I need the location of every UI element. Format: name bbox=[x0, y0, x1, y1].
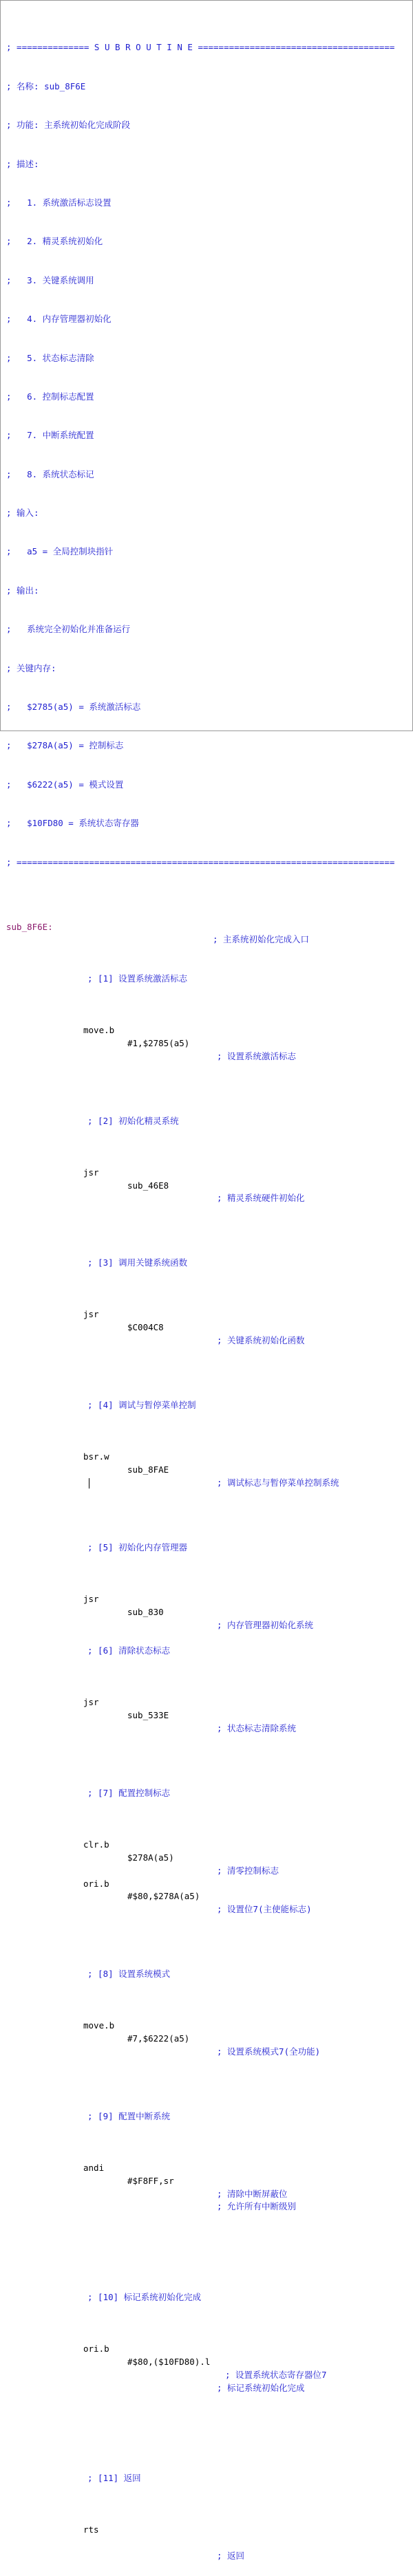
code-line[interactable] bbox=[6, 2188, 394, 2212]
line-comment: ; 设置系统状态寄存器位7 bbox=[225, 2369, 327, 2380]
instruction: rts bbox=[83, 2524, 99, 2535]
line-comment: ; 返回 bbox=[217, 2550, 245, 2561]
block-comment: ; [1] 设置系统激活标志 bbox=[87, 973, 188, 984]
separator-bottom: ; ========================================================================= bbox=[6, 856, 395, 867]
instruction: jsr bbox=[83, 1167, 99, 1178]
block-comment-line bbox=[6, 1399, 394, 1412]
code-listing bbox=[6, 3, 394, 2563]
header-desc-item: ; 7. 中断系统配置 bbox=[6, 430, 94, 441]
header-mem-title: ; 关键内存: bbox=[6, 662, 56, 673]
code-line[interactable] bbox=[6, 1826, 394, 1876]
block-comment: ; [9] 配置中断系统 bbox=[87, 2110, 171, 2121]
line-comment: ; 清除中断屏蔽位 bbox=[217, 2188, 288, 2199]
code-line[interactable] bbox=[6, 2007, 394, 2057]
label-comment: ; 主系统初始化完成入口 bbox=[213, 934, 310, 945]
operand: #$F8FF,sr bbox=[127, 2175, 174, 2186]
operand: sub_533E bbox=[127, 1710, 169, 1721]
blank-line bbox=[6, 2407, 394, 2421]
header-desc-item: ; 8. 系统状态标记 bbox=[6, 468, 94, 479]
block-comment-line bbox=[6, 1115, 394, 1128]
block-comment-line bbox=[6, 1787, 394, 1800]
line-comment: ; 清零控制标志 bbox=[217, 1865, 279, 1876]
code-line[interactable] bbox=[6, 2511, 394, 2561]
operand: #$80,$278A(a5) bbox=[127, 1891, 200, 1902]
blank-line bbox=[6, 2227, 394, 2240]
operand: sub_830 bbox=[127, 1606, 164, 1617]
header-desc-item: ; 3. 关键系统调用 bbox=[6, 274, 94, 285]
line-comment: ; 标记系统初始化完成 bbox=[217, 2382, 305, 2393]
instruction: bsr.w bbox=[83, 1451, 109, 1462]
code-line[interactable] bbox=[6, 1684, 394, 1733]
code-line[interactable] bbox=[6, 1296, 394, 1346]
instruction: ori.b bbox=[83, 2344, 109, 2355]
operand: #1,$2785(a5) bbox=[127, 1037, 190, 1048]
code-line[interactable] bbox=[6, 1580, 394, 1630]
code-line[interactable] bbox=[6, 1438, 394, 1488]
block-comment: ; [6] 清除状态标志 bbox=[87, 1645, 171, 1656]
block-comment: ; [2] 初始化精灵系统 bbox=[87, 1115, 179, 1126]
code-line[interactable] bbox=[6, 2330, 394, 2380]
instruction: clr.b bbox=[83, 1839, 109, 1850]
block-comment: ; [10] 标记系统初始化完成 bbox=[87, 2292, 202, 2303]
instruction: andi bbox=[83, 2163, 105, 2174]
header-output-item: ; 系统完全初始化并准备运行 bbox=[6, 624, 131, 635]
header-input-item: ; a5 = 全局控制块指针 bbox=[6, 546, 114, 557]
block-comment-line bbox=[6, 2472, 394, 2485]
block-comment-line bbox=[6, 1541, 394, 1555]
instruction: jsr bbox=[83, 1309, 99, 1320]
subroutine-label[interactable]: sub_8F6E: bbox=[6, 921, 53, 932]
operand: sub_8FAE bbox=[127, 1464, 169, 1475]
line-comment: ; 设置系统模式7(全功能) bbox=[217, 2046, 321, 2057]
header-mem-item: ; $278A(a5) = 控制标志 bbox=[6, 740, 124, 751]
line-comment: ; 调试标志与暂停菜单控制系统 bbox=[217, 1477, 339, 1488]
header-desc-title: ; 描述: bbox=[6, 158, 39, 169]
block-comment: ; [4] 调试与暂停菜单控制 bbox=[87, 1400, 196, 1411]
header-desc-item: ; 6. 控制标志配置 bbox=[6, 391, 94, 402]
header-mem-item: ; $10FD80 = 系统状态寄存器 bbox=[6, 818, 139, 829]
block-comment: ; [3] 调用关键系统函数 bbox=[87, 1257, 188, 1268]
line-comment: ; 设置系统激活标志 bbox=[217, 1050, 297, 1061]
header-desc-item: ; 1. 系统激活标志设置 bbox=[6, 197, 112, 208]
block-comment-line bbox=[6, 1645, 394, 1658]
code-line[interactable] bbox=[6, 2369, 394, 2393]
blank-line bbox=[6, 1192, 394, 1205]
operand: sub_46E8 bbox=[127, 1180, 169, 1191]
instruction: jsr bbox=[83, 1697, 99, 1708]
blank-line bbox=[6, 1903, 394, 1916]
block-comment-line bbox=[6, 2110, 394, 2123]
instruction: move.b bbox=[83, 1024, 115, 1035]
operand: $C004C8 bbox=[127, 1322, 164, 1333]
code-line[interactable] bbox=[6, 1011, 394, 1061]
line-comment: ; 设置位7(主使能标志) bbox=[217, 1904, 312, 1915]
block-comment-line bbox=[6, 1257, 394, 1270]
line-comment: ; 允许所有中断级别 bbox=[217, 2201, 297, 2212]
blank-line bbox=[6, 1722, 394, 1735]
blank-line bbox=[6, 1050, 394, 1063]
cursor-line[interactable] bbox=[6, 1477, 394, 1490]
header-desc-item: ; 5. 状态标志清除 bbox=[6, 352, 94, 363]
operand: #$80,($10FD80).l bbox=[127, 2357, 211, 2368]
header-desc-item: ; 2. 精灵系统初始化 bbox=[6, 236, 103, 247]
label-line[interactable] bbox=[6, 908, 394, 945]
code-line[interactable] bbox=[6, 2149, 394, 2199]
header-name: ; 名称: sub_8F6E bbox=[6, 80, 86, 91]
block-comment-line bbox=[6, 2291, 394, 2304]
header-input-title: ; 输入: bbox=[6, 508, 39, 519]
block-comment: ; [7] 配置控制标志 bbox=[87, 1787, 171, 1798]
header-function: ; 功能: 主系统初始化完成阶段 bbox=[6, 120, 131, 131]
blank-line bbox=[6, 2046, 394, 2059]
line-comment: ; 关键系统初始化函数 bbox=[217, 1335, 305, 1346]
instruction: jsr bbox=[83, 1594, 99, 1605]
block-comment: ; [11] 返回 bbox=[87, 2473, 141, 2484]
header-mem-item: ; $2785(a5) = 系统激活标志 bbox=[6, 702, 141, 713]
instruction: ori.b bbox=[83, 1878, 109, 1889]
block-comment: ; [5] 初始化内存管理器 bbox=[87, 1541, 188, 1552]
block-comment-line bbox=[6, 1968, 394, 1981]
header-output-title: ; 输出: bbox=[6, 585, 39, 596]
line-comment: ; 状态标志清除系统 bbox=[217, 1722, 297, 1733]
header-mem-item: ; $6222(a5) = 模式设置 bbox=[6, 779, 124, 790]
code-line[interactable] bbox=[6, 1865, 394, 1915]
operand: $278A(a5) bbox=[127, 1852, 174, 1863]
line-comment: ; 内存管理器初始化系统 bbox=[217, 1619, 314, 1630]
operand: #7,$6222(a5) bbox=[127, 2033, 190, 2044]
block-comment-line bbox=[6, 973, 394, 986]
block-comment: ; [8] 设置系统模式 bbox=[87, 1969, 171, 1980]
line-comment: ; 精灵系统硬件初始化 bbox=[217, 1193, 305, 1204]
header-desc-item: ; 4. 内存管理器初始化 bbox=[6, 314, 112, 325]
blank-line bbox=[6, 1334, 394, 1347]
separator-top: ; ============== S U B R O U T I N E ====================================== bbox=[6, 42, 395, 53]
instruction: move.b bbox=[83, 2020, 115, 2031]
code-line[interactable] bbox=[6, 1154, 394, 1204]
